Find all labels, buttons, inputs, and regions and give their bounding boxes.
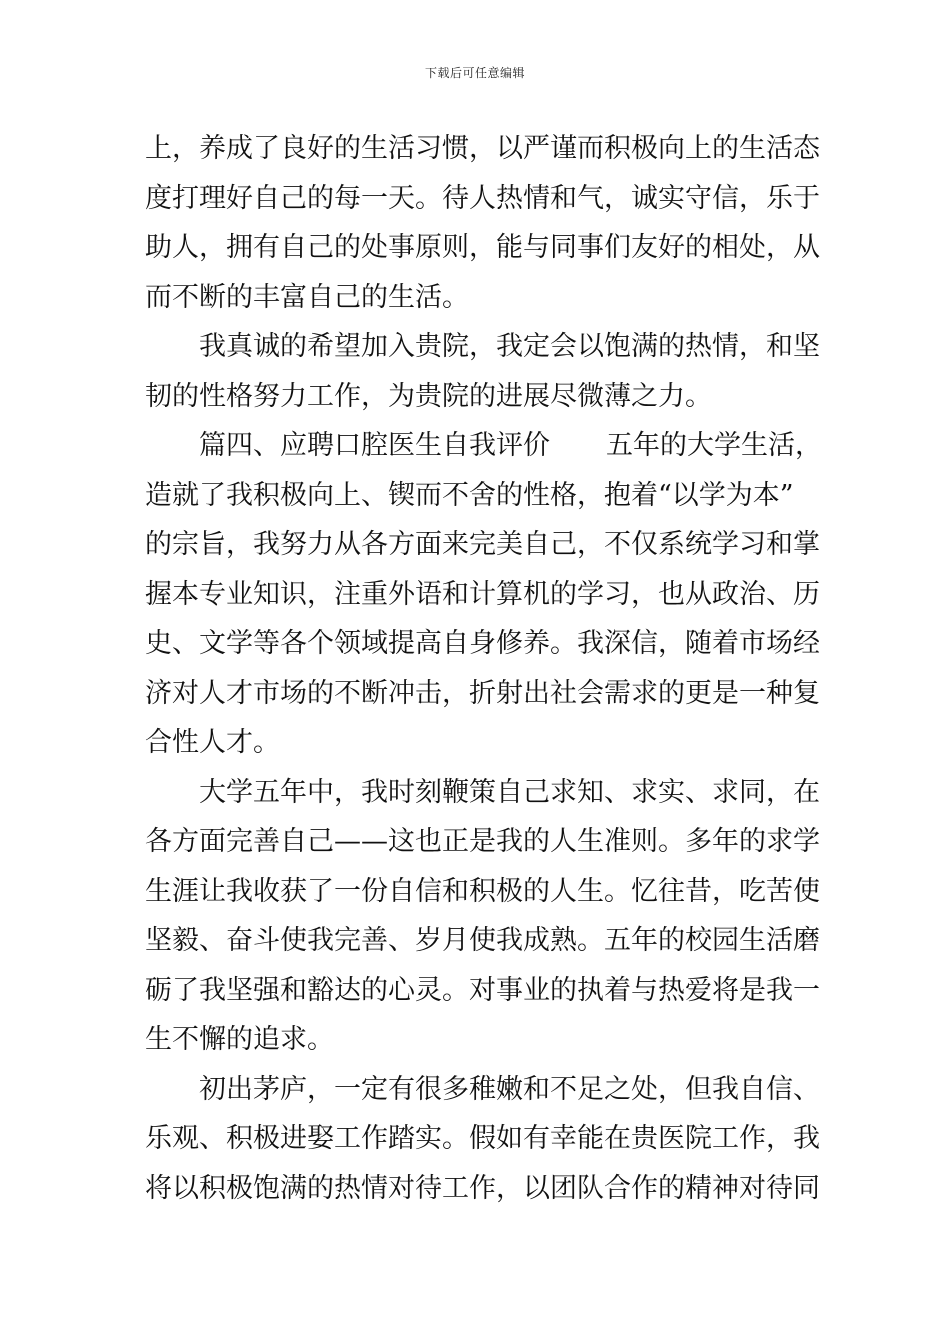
section-heading: 篇四、应聘口腔医生自我评价	[199, 430, 550, 461]
text-line: 乐观、积极进娶工作踏实。假如有幸能在贵医院工作，我	[145, 1123, 820, 1154]
text-line: 而不断的丰富自己的生活。	[145, 281, 469, 313]
text-line: 初出茅庐，一定有很多稚嫩和不足之处，但我自信、	[199, 1073, 820, 1105]
text-segment: 五年的大学生活，	[606, 430, 822, 461]
text-line: 砺了我坚强和豁达的心灵。对事业的执着与热爱将是我一	[145, 974, 820, 1006]
text-line: 生涯让我收获了一份自信和积极的人生。忆往昔，吃苦使	[145, 875, 820, 907]
text-line: 大学五年中，我时刻鞭策自己求知、求实、求同，在	[199, 776, 820, 808]
text-line: 上，养成了良好的生活习惯，以严谨而积极向上的生活态	[145, 133, 820, 164]
page-header: 下载后可任意编辑	[424, 66, 525, 80]
document-body	[145, 124, 822, 1213]
text-line: 度打理好自己的每一天。待人热情和气，诚实守信，乐于	[145, 182, 820, 214]
text-line: 韧的性格努力工作，为贵院的进展尽微薄之力。	[145, 380, 712, 412]
text-line: 坚毅、奋斗使我完善、岁月使我成熟。五年的校园生活磨	[145, 925, 820, 956]
text-line: 合性人才。	[145, 727, 280, 758]
text-line: 各方面完善自己——这也正是我的人生准则。多年的求学	[145, 826, 820, 857]
text-line: 生不懈的追求。	[145, 1024, 334, 1055]
text-line: 的宗旨，我努力从各方面来完美自己，不仅系统学习和掌	[145, 529, 820, 560]
text-line: 握本专业知识，注重外语和计算机的学习，也从政治、历	[145, 578, 820, 610]
section-heading-line	[145, 421, 822, 471]
text-line: 助人，拥有自己的处事原则，能与同事们友好的相处，从	[145, 232, 820, 263]
text-line: 史、文学等各个领域提高自身修养。我深信，随着市场经	[145, 628, 820, 659]
text-line: 将以积极饱满的热情对待工作，以团队合作的精神对待同	[145, 1172, 820, 1204]
text-line: 我真诚的希望加入贵院，我定会以饱满的热情，和坚	[199, 331, 820, 362]
text-line: 济对人才市场的不断冲击，折射出社会需求的更是一种复	[145, 677, 820, 709]
text-line: 造就了我积极向上、锲而不舍的性格，抱着“以学为本”	[145, 479, 794, 511]
